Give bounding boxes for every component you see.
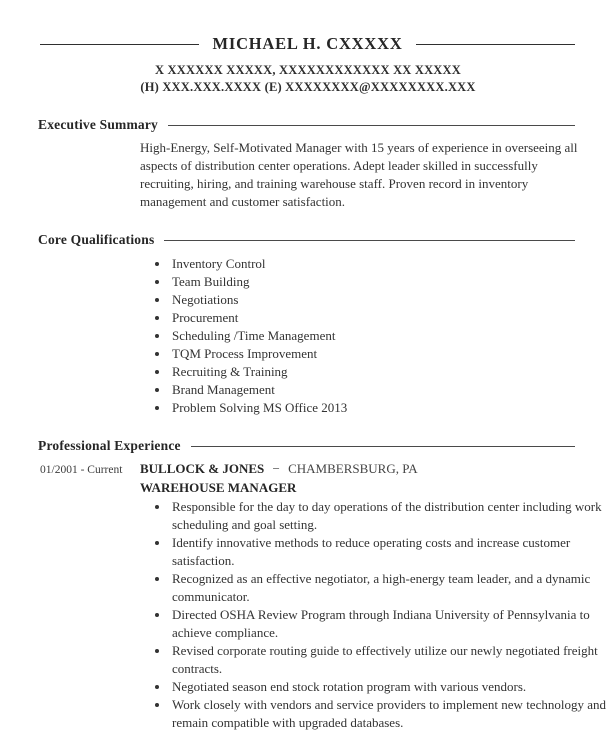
list-item: • Revised corporate routing guide to effectively utilize our newly negotiated freight contracts. [170, 642, 610, 678]
section-title-professional-experience: Professional Experience [38, 438, 181, 453]
list-item: • Inventory Control [170, 255, 610, 273]
company-location: CHAMBERSBURG, PA [288, 461, 418, 476]
section-core-qualifications [0, 231, 616, 417]
section-rule [168, 125, 575, 126]
job-dates: 01/2001 - Current [40, 464, 123, 476]
list-item: • Identify innovative methods to reduce operating costs and increase customer satisfaction. [170, 534, 610, 570]
address-line: X XXXXXX XXXXX, XXXXXXXXXXXX XX XXXXX [155, 63, 461, 77]
section-heading [38, 116, 575, 134]
list-item: • TQM Process Improvement [170, 345, 610, 363]
list-item: • Scheduling /Time Management [170, 327, 610, 345]
section-title-core-qualifications: Core Qualifications [38, 232, 155, 247]
list-item: • Recognized as an effective negotiator, a high-energy team leader, and a dynamic communicator. [170, 570, 610, 606]
company-line [140, 460, 418, 478]
list-item: • Procurement [170, 309, 610, 327]
job-entry [0, 460, 616, 732]
section-title-executive-summary: Executive Summary [38, 117, 159, 132]
list-item: • Brand Management [170, 381, 610, 399]
section-rule [191, 446, 575, 447]
section-heading [38, 437, 575, 455]
phone-email-line: (H) XXX.XXX.XXXX (E) XXXXXXXX@XXXXXXXX.XXX [140, 80, 476, 94]
page-title: MICHAEL H. CXXXXX [212, 34, 403, 53]
list-item: • Team Building [170, 273, 610, 291]
company-location-separator: − [272, 461, 280, 476]
header-rule-left [40, 44, 199, 45]
job-title: WAREHOUSE MANAGER [140, 480, 297, 495]
list-item: • Responsible for the day to day operations of the distribution center including work scheduling and goal setting. [170, 498, 610, 534]
section-executive-summary [0, 116, 616, 211]
section-heading [38, 231, 575, 249]
header [0, 35, 616, 53]
list-item: • Negotiated season end stock rotation program with various vendors. [170, 678, 610, 696]
list-item: • Work closely with vendors and service providers to implement new technology and remain compatible with upgraded databases. [170, 696, 610, 732]
contact-block [0, 62, 616, 96]
core-qualifications-list [140, 255, 610, 417]
executive-summary-text: High-Energy, Self-Motivated Manager with 15 years of experience in overseeing all aspects of distribution center operations. Adept leader skilled in successfully recruiting, hiring, and training warehouse staff. Proven record in inventory management and customer satisfaction. [140, 140, 578, 209]
list-item: • Directed OSHA Review Program through Indiana University of Pennsylvania to achieve compliance. [170, 606, 610, 642]
company-name: BULLOCK & JONES [140, 461, 265, 476]
header-rule-right [416, 44, 575, 45]
section-professional-experience [0, 437, 616, 732]
section-rule [164, 240, 575, 241]
list-item: • Problem Solving MS Office 2013 [170, 399, 610, 417]
job-bullet-list [140, 498, 610, 732]
list-item: • Recruiting & Training [170, 363, 610, 381]
list-item: • Negotiations [170, 291, 610, 309]
